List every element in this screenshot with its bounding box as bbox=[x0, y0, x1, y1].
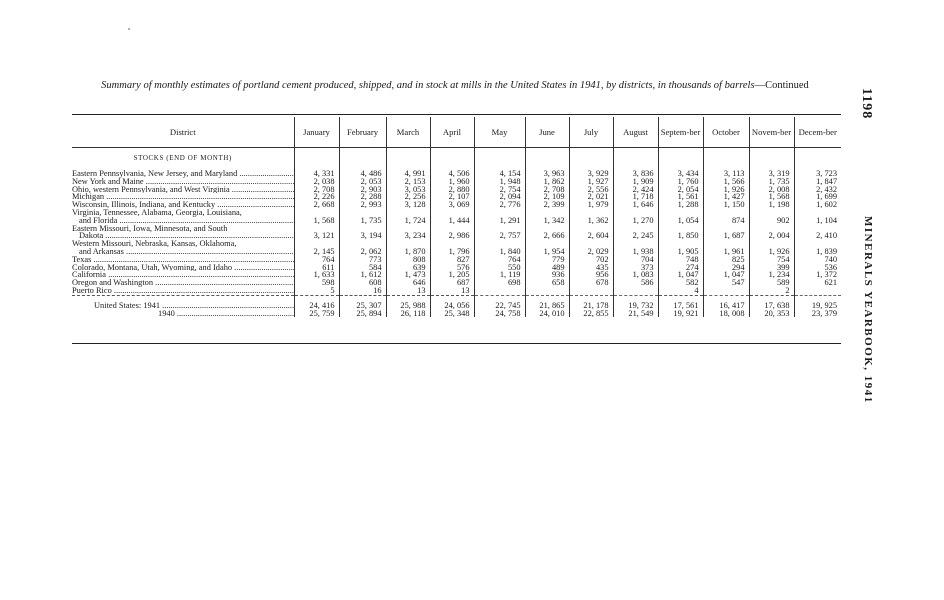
value-cell: 3, 963 bbox=[525, 170, 569, 178]
paper-speck bbox=[128, 28, 130, 30]
cement-stocks-table bbox=[72, 117, 841, 317]
total-row bbox=[72, 295, 841, 309]
value-cell: 2, 708 bbox=[525, 186, 569, 194]
value-cell: 1, 372 bbox=[794, 271, 841, 279]
district-cell bbox=[72, 279, 294, 287]
value-cell: 2, 226 bbox=[294, 193, 339, 201]
value-cell: 2, 880 bbox=[430, 186, 474, 194]
value-cell: 576 bbox=[430, 264, 474, 272]
district-name: Wisconsin, Illinois, Indiana, and Kentucky ..... bbox=[72, 201, 294, 209]
value-cell: 687 bbox=[430, 279, 474, 287]
value-cell: 1, 234 bbox=[749, 271, 794, 279]
value-cell: 825 bbox=[703, 256, 749, 264]
total-value-cell: 16, 417 bbox=[703, 295, 749, 309]
empty-cell bbox=[339, 148, 386, 171]
value-cell: 2, 666 bbox=[525, 225, 569, 241]
total-value-cell: 25, 988 bbox=[386, 295, 430, 309]
bottom-rule bbox=[72, 343, 841, 344]
district-cell bbox=[72, 256, 294, 264]
header-month: August bbox=[613, 117, 658, 148]
value-cell bbox=[703, 287, 749, 295]
value-cell: 1, 870 bbox=[386, 240, 430, 256]
district-cell bbox=[72, 178, 294, 186]
table-row bbox=[72, 287, 841, 295]
value-cell: 621 bbox=[794, 279, 841, 287]
value-cell: 4 bbox=[658, 287, 703, 295]
total-value-cell: 25, 307 bbox=[339, 295, 386, 309]
value-cell: 1, 342 bbox=[525, 209, 569, 225]
table-title bbox=[62, 80, 848, 92]
district-name: Oregon and Washington ..... bbox=[72, 279, 294, 287]
district-cell bbox=[72, 225, 294, 241]
value-cell: 1, 905 bbox=[658, 240, 703, 256]
value-cell: 1, 205 bbox=[430, 271, 474, 279]
district-name-continued: Dakota ..... bbox=[72, 232, 294, 240]
header-month: October bbox=[703, 117, 749, 148]
value-cell: 1, 850 bbox=[658, 225, 703, 241]
total-value-cell: 24, 758 bbox=[474, 310, 525, 318]
value-cell: 598 bbox=[294, 279, 339, 287]
value-cell: 2, 038 bbox=[294, 178, 339, 186]
header-month: February bbox=[339, 117, 386, 148]
value-cell: 779 bbox=[525, 256, 569, 264]
value-cell: 584 bbox=[339, 264, 386, 272]
value-cell: 4, 506 bbox=[430, 170, 474, 178]
district-name: Michigan ..... bbox=[72, 193, 294, 201]
value-cell: 1, 566 bbox=[703, 178, 749, 186]
total-value-cell: 21, 549 bbox=[613, 310, 658, 318]
value-cell: 550 bbox=[474, 264, 525, 272]
total-value-cell: 22, 855 bbox=[569, 310, 613, 318]
empty-cell bbox=[569, 148, 613, 171]
value-cell: 1, 047 bbox=[703, 271, 749, 279]
value-cell: 1, 288 bbox=[658, 201, 703, 209]
value-cell: 1, 839 bbox=[794, 240, 841, 256]
value-cell: 1, 760 bbox=[658, 178, 703, 186]
total-value-cell: 25, 894 bbox=[339, 310, 386, 318]
table-title-text: Summary of monthly estimates of portland cement produced, shipped, and in stock at mills in the United States in 1941, by districts, in thousands of barrels bbox=[101, 80, 755, 91]
value-cell: 1, 687 bbox=[703, 225, 749, 241]
value-cell: 586 bbox=[613, 279, 658, 287]
value-cell: 2, 145 bbox=[294, 240, 339, 256]
value-cell: 1, 960 bbox=[430, 178, 474, 186]
value-cell: 2, 410 bbox=[794, 225, 841, 241]
value-cell: 2, 668 bbox=[294, 201, 339, 209]
value-cell: 3, 434 bbox=[658, 170, 703, 178]
value-cell: 5 bbox=[294, 287, 339, 295]
value-cell: 1, 104 bbox=[794, 209, 841, 225]
value-cell: 2, 288 bbox=[339, 193, 386, 201]
district-cell bbox=[72, 170, 294, 178]
header-row bbox=[72, 117, 841, 148]
total-value-cell: 24, 056 bbox=[430, 295, 474, 309]
value-cell: 4, 991 bbox=[386, 170, 430, 178]
value-cell: 1, 699 bbox=[794, 193, 841, 201]
value-cell: 2, 053 bbox=[339, 178, 386, 186]
district-cell bbox=[72, 287, 294, 295]
value-cell: 2, 903 bbox=[339, 186, 386, 194]
value-cell: 3, 053 bbox=[386, 186, 430, 194]
value-cell: 1, 926 bbox=[749, 240, 794, 256]
table-row bbox=[72, 209, 841, 225]
value-cell: 2, 021 bbox=[569, 193, 613, 201]
district-name-continued: and Florida ..... bbox=[72, 217, 294, 225]
table-row bbox=[72, 240, 841, 256]
district-name: Western Missouri, Nebraska, Kansas, Oklahoma, bbox=[72, 240, 237, 249]
total-label: 1940 ..... bbox=[72, 310, 294, 318]
value-cell: 698 bbox=[474, 279, 525, 287]
empty-cell bbox=[658, 148, 703, 171]
value-cell: 2, 109 bbox=[525, 193, 569, 201]
total-value-cell: 24, 010 bbox=[525, 310, 569, 318]
value-cell: 2, 004 bbox=[749, 225, 794, 241]
value-cell: 4, 486 bbox=[339, 170, 386, 178]
value-cell: 1, 954 bbox=[525, 240, 569, 256]
value-cell: 1, 054 bbox=[658, 209, 703, 225]
total-value-cell: 19, 921 bbox=[658, 310, 703, 318]
district-name: Virginia, Tennessee, Alabama, Georgia, Louisiana, bbox=[72, 208, 242, 217]
value-cell: 2, 556 bbox=[569, 186, 613, 194]
value-cell: 2, 062 bbox=[339, 240, 386, 256]
value-cell: 1, 561 bbox=[658, 193, 703, 201]
value-cell: 1, 847 bbox=[794, 178, 841, 186]
value-cell: 4, 154 bbox=[474, 170, 525, 178]
value-cell: 2, 399 bbox=[525, 201, 569, 209]
value-cell: 764 bbox=[294, 256, 339, 264]
value-cell bbox=[613, 287, 658, 295]
total-value-cell: 21, 178 bbox=[569, 295, 613, 309]
district-cell bbox=[72, 186, 294, 194]
total-value-cell: 25, 348 bbox=[430, 310, 474, 318]
value-cell: 764 bbox=[474, 256, 525, 264]
header-month: Septem-ber bbox=[658, 117, 703, 148]
empty-cell bbox=[794, 148, 841, 171]
value-cell: 3, 069 bbox=[430, 201, 474, 209]
value-cell: 827 bbox=[430, 256, 474, 264]
empty-cell bbox=[294, 148, 339, 171]
value-cell: 2, 153 bbox=[386, 178, 430, 186]
value-cell: 740 bbox=[794, 256, 841, 264]
value-cell: 1, 646 bbox=[613, 201, 658, 209]
value-cell: 2, 993 bbox=[339, 201, 386, 209]
total-value-cell: 17, 638 bbox=[749, 295, 794, 309]
value-cell: 1, 083 bbox=[613, 271, 658, 279]
empty-cell bbox=[703, 148, 749, 171]
value-cell: 646 bbox=[386, 279, 430, 287]
value-cell: 1, 927 bbox=[569, 178, 613, 186]
district-name: New York and Maine ..... bbox=[72, 178, 294, 186]
district-name: Colorado, Montana, Utah, Wyoming, and Idaho ..... bbox=[72, 264, 294, 272]
value-cell: 1, 735 bbox=[749, 178, 794, 186]
district-cell bbox=[72, 271, 294, 279]
value-cell: 1, 796 bbox=[430, 240, 474, 256]
value-cell: 1, 979 bbox=[569, 201, 613, 209]
value-cell: 678 bbox=[569, 279, 613, 287]
district-name: Eastern Pennsylvania, New Jersey, and Maryland ..... bbox=[72, 170, 294, 178]
table-row bbox=[72, 225, 841, 241]
value-cell: 536 bbox=[794, 264, 841, 272]
total-value-cell: 17, 561 bbox=[658, 295, 703, 309]
value-cell: 902 bbox=[749, 209, 794, 225]
value-cell: 2, 986 bbox=[430, 225, 474, 241]
district-cell bbox=[72, 193, 294, 201]
header-month: Decem-ber bbox=[794, 117, 841, 148]
value-cell: 956 bbox=[569, 271, 613, 279]
value-cell: 1, 362 bbox=[569, 209, 613, 225]
total-row bbox=[72, 310, 841, 318]
value-cell: 1, 633 bbox=[294, 271, 339, 279]
value-cell: 1, 198 bbox=[749, 201, 794, 209]
total-value-cell: 26, 118 bbox=[386, 310, 430, 318]
value-cell: 1, 291 bbox=[474, 209, 525, 225]
value-cell: 1, 119 bbox=[474, 271, 525, 279]
value-cell: 274 bbox=[658, 264, 703, 272]
value-cell bbox=[569, 287, 613, 295]
total-value-cell: 18, 008 bbox=[703, 310, 749, 318]
value-cell: 2, 604 bbox=[569, 225, 613, 241]
value-cell: 3, 194 bbox=[339, 225, 386, 241]
value-cell: 2, 256 bbox=[386, 193, 430, 201]
value-cell: 1, 862 bbox=[525, 178, 569, 186]
value-cell: 3, 723 bbox=[794, 170, 841, 178]
header-month: July bbox=[569, 117, 613, 148]
value-cell bbox=[474, 287, 525, 295]
value-cell: 3, 234 bbox=[386, 225, 430, 241]
value-cell: 2, 432 bbox=[794, 186, 841, 194]
value-cell: 1, 840 bbox=[474, 240, 525, 256]
header-month: March bbox=[386, 117, 430, 148]
value-cell bbox=[525, 287, 569, 295]
value-cell: 1, 735 bbox=[339, 209, 386, 225]
total-value-cell: 20, 353 bbox=[749, 310, 794, 318]
header-month: April bbox=[430, 117, 474, 148]
value-cell: 3, 319 bbox=[749, 170, 794, 178]
total-value-cell: 22, 745 bbox=[474, 295, 525, 309]
value-cell: 639 bbox=[386, 264, 430, 272]
value-cell: 1, 926 bbox=[703, 186, 749, 194]
value-cell: 435 bbox=[569, 264, 613, 272]
value-cell: 748 bbox=[658, 256, 703, 264]
value-cell: 16 bbox=[339, 287, 386, 295]
total-value-cell: 21, 865 bbox=[525, 295, 569, 309]
district-cell bbox=[72, 201, 294, 209]
table-title-continued: —Continued bbox=[754, 80, 809, 91]
value-cell: 2, 776 bbox=[474, 201, 525, 209]
value-cell: 702 bbox=[569, 256, 613, 264]
district-name-continued: and Arkansas ..... bbox=[72, 248, 294, 256]
value-cell: 1, 427 bbox=[703, 193, 749, 201]
district-name: Ohio, western Pennsylvania, and West Virginia ..... bbox=[72, 186, 294, 194]
district-cell bbox=[72, 240, 294, 256]
value-cell: 1, 047 bbox=[658, 271, 703, 279]
value-cell: 936 bbox=[525, 271, 569, 279]
district-cell bbox=[72, 209, 294, 225]
district-name: Texas ..... bbox=[72, 256, 294, 264]
top-rule bbox=[72, 114, 841, 115]
value-cell: 1, 948 bbox=[474, 178, 525, 186]
value-cell: 1, 612 bbox=[339, 271, 386, 279]
total-value-cell: 19, 925 bbox=[794, 295, 841, 309]
value-cell: 1, 568 bbox=[749, 193, 794, 201]
value-cell: 1, 473 bbox=[386, 271, 430, 279]
value-cell: 773 bbox=[339, 256, 386, 264]
value-cell: 373 bbox=[613, 264, 658, 272]
table-row bbox=[72, 279, 841, 287]
running-head: MINERALS YEARBOOK, 1941 bbox=[862, 216, 874, 404]
value-cell: 13 bbox=[430, 287, 474, 295]
value-cell: 1, 444 bbox=[430, 209, 474, 225]
section-row bbox=[72, 148, 841, 171]
value-cell: 1, 150 bbox=[703, 201, 749, 209]
value-cell: 1, 961 bbox=[703, 240, 749, 256]
header-month: June bbox=[525, 117, 569, 148]
value-cell: 547 bbox=[703, 279, 749, 287]
district-name: California ..... bbox=[72, 271, 294, 279]
empty-cell bbox=[430, 148, 474, 171]
value-cell: 611 bbox=[294, 264, 339, 272]
value-cell: 874 bbox=[703, 209, 749, 225]
page-number: 1198 bbox=[859, 88, 874, 120]
value-cell: 2, 008 bbox=[749, 186, 794, 194]
value-cell: 608 bbox=[339, 279, 386, 287]
section-label: STOCKS (END OF MONTH) bbox=[133, 154, 232, 163]
value-cell: 808 bbox=[386, 256, 430, 264]
value-cell: 4, 331 bbox=[294, 170, 339, 178]
value-cell: 658 bbox=[525, 279, 569, 287]
empty-cell bbox=[613, 148, 658, 171]
table-row bbox=[72, 201, 841, 209]
empty-cell bbox=[525, 148, 569, 171]
value-cell: 13 bbox=[386, 287, 430, 295]
empty-cell bbox=[749, 148, 794, 171]
value-cell: 2, 754 bbox=[474, 186, 525, 194]
value-cell: 2, 094 bbox=[474, 193, 525, 201]
empty-cell bbox=[474, 148, 525, 171]
total-value-cell: 25, 759 bbox=[294, 310, 339, 318]
value-cell: 3, 836 bbox=[613, 170, 658, 178]
value-cell: 3, 128 bbox=[386, 201, 430, 209]
value-cell: 1, 718 bbox=[613, 193, 658, 201]
header-month: May bbox=[474, 117, 525, 148]
value-cell: 1, 724 bbox=[386, 209, 430, 225]
value-cell: 3, 929 bbox=[569, 170, 613, 178]
value-cell: 1, 602 bbox=[794, 201, 841, 209]
value-cell: 2, 107 bbox=[430, 193, 474, 201]
value-cell: 2, 029 bbox=[569, 240, 613, 256]
value-cell: 3, 113 bbox=[703, 170, 749, 178]
value-cell: 489 bbox=[525, 264, 569, 272]
district-name: Puerto Rico ..... bbox=[72, 287, 294, 295]
district-name: Eastern Missouri, Iowa, Minnesota, and South bbox=[72, 224, 228, 233]
value-cell: 1, 938 bbox=[613, 240, 658, 256]
value-cell: 3, 121 bbox=[294, 225, 339, 241]
value-cell: 2, 424 bbox=[613, 186, 658, 194]
value-cell: 2, 708 bbox=[294, 186, 339, 194]
total-label: United States: 1941 ..... bbox=[72, 295, 294, 309]
district-cell bbox=[72, 264, 294, 272]
header-district: District bbox=[72, 117, 294, 148]
value-cell: 399 bbox=[749, 264, 794, 272]
total-value-cell: 24, 416 bbox=[294, 295, 339, 309]
empty-cell bbox=[386, 148, 430, 171]
value-cell: 2, 245 bbox=[613, 225, 658, 241]
value-cell: 1, 909 bbox=[613, 178, 658, 186]
total-value-cell: 19, 732 bbox=[613, 295, 658, 309]
value-cell: 2 bbox=[749, 287, 794, 295]
total-value-cell: 23, 379 bbox=[794, 310, 841, 318]
header-month: Novem-ber bbox=[749, 117, 794, 148]
value-cell: 704 bbox=[613, 256, 658, 264]
value-cell: 582 bbox=[658, 279, 703, 287]
header-month: January bbox=[294, 117, 339, 148]
value-cell: 1, 568 bbox=[294, 209, 339, 225]
value-cell: 1, 270 bbox=[613, 209, 658, 225]
value-cell bbox=[794, 287, 841, 295]
value-cell: 754 bbox=[749, 256, 794, 264]
value-cell: 2, 757 bbox=[474, 225, 525, 241]
value-cell: 294 bbox=[703, 264, 749, 272]
value-cell: 589 bbox=[749, 279, 794, 287]
value-cell: 2, 054 bbox=[658, 186, 703, 194]
